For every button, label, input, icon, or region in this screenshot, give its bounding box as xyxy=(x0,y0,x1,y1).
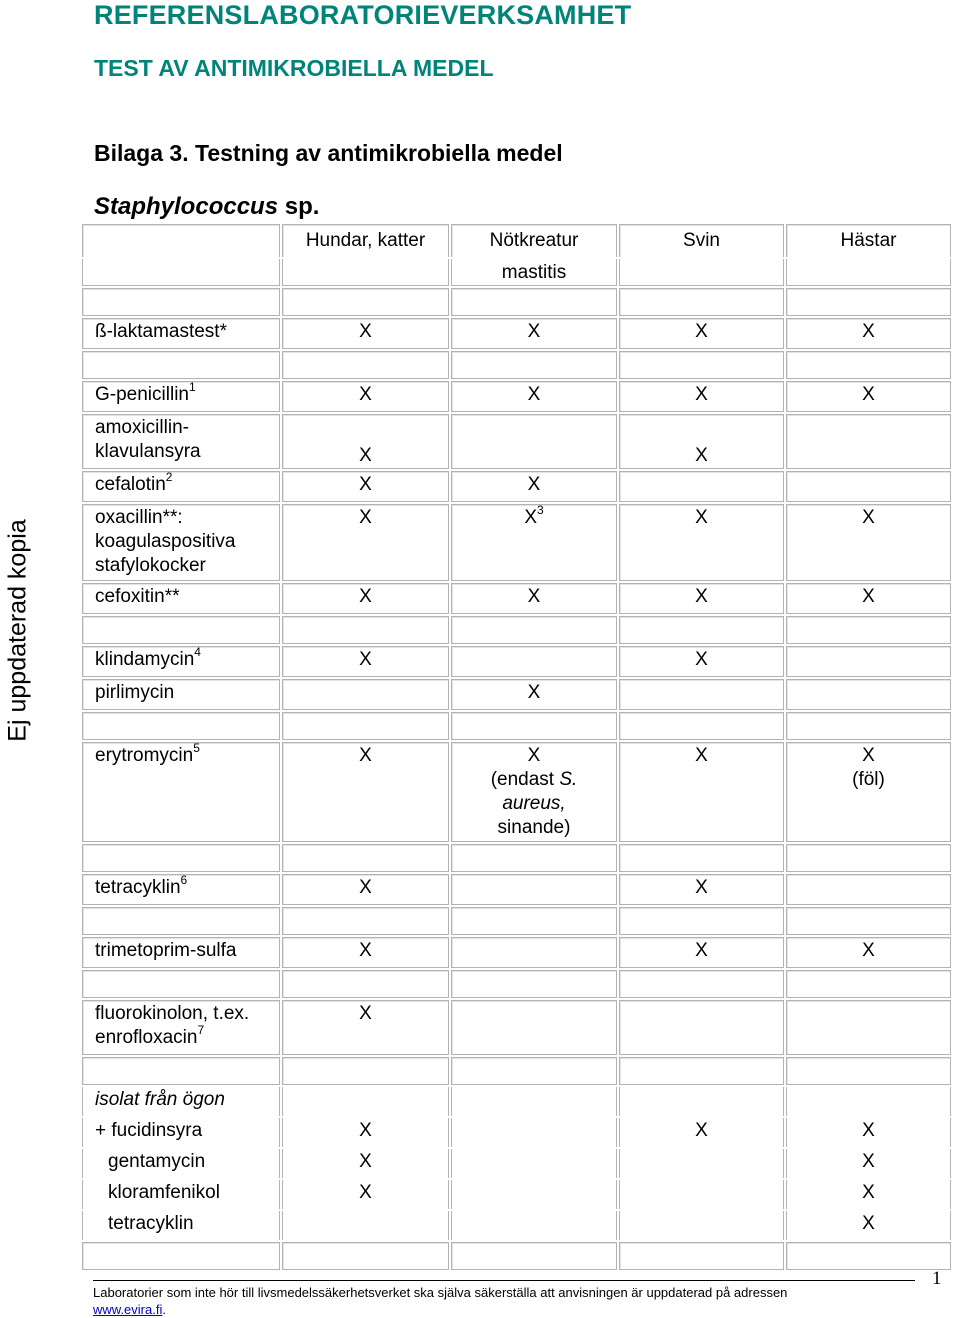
row-label: cefoxitin** xyxy=(82,583,280,614)
header-cattle-mastitis: mastitis xyxy=(451,259,617,286)
row-label: + fucidinsyra xyxy=(82,1118,280,1147)
table-row: ß-laktamastest* X X X X xyxy=(82,318,951,349)
row-label: klindamycin$^4$ xyxy=(82,646,280,677)
page-number: 1 xyxy=(932,1268,942,1289)
spacer-row xyxy=(82,1057,951,1085)
table-row: oxacillin**: koagulaspositiva stafylokocker X $X^3$ X X xyxy=(82,504,951,581)
table-row: pirlimycin X xyxy=(82,679,951,710)
row-label: kloramfenikol xyxy=(82,1180,280,1209)
organism-suffix: sp. xyxy=(278,193,320,220)
spacer-row xyxy=(82,616,951,644)
table-row: amoxicillin- klavulansyra X X xyxy=(82,414,951,469)
spacer-row xyxy=(82,712,951,740)
table-row: cefoxitin** X X X X xyxy=(82,583,951,614)
organism-heading xyxy=(94,193,319,221)
row-label: cefalotin$^2$ xyxy=(82,471,280,502)
row-label: tetracyklin xyxy=(82,1211,280,1240)
table-row: G-penicillin$^1$ X X X X xyxy=(82,381,951,412)
table-row: gentamycin X X xyxy=(82,1149,951,1178)
footer-rule xyxy=(93,1280,915,1281)
row-label: ß-laktamastest* xyxy=(82,318,280,349)
organism-genus: Staphylococcus xyxy=(94,193,279,220)
table-row: kloramfenikol X X xyxy=(82,1180,951,1209)
row-label: oxacillin**: koagulaspositiva stafylokocker xyxy=(82,504,280,581)
sidebar-watermark-text: Ej uppdaterad kopia xyxy=(3,518,32,742)
table-row: tetracyklin$^6$ X X xyxy=(82,874,951,905)
row-label: G-penicillin$^1$ xyxy=(82,381,280,412)
spacer-row xyxy=(82,1242,951,1270)
document-subtitle: TEST AV ANTIMIKROBIELLA MEDEL xyxy=(94,55,494,81)
footer-link[interactable]: www.evira.fi xyxy=(93,1302,163,1317)
table-row: trimetoprim-sulfa X X X xyxy=(82,937,951,968)
row-label: gentamycin xyxy=(82,1149,280,1178)
table-header-row xyxy=(82,224,951,257)
row-label: amoxicillin- klavulansyra xyxy=(82,414,280,469)
spacer-row xyxy=(82,288,951,316)
table-row: fluorokinolon, t.ex. enrofloxacin$^7$ X xyxy=(82,1000,951,1055)
table-row: erytromycin$^5$ X X (endast S. aureus, sinande) X X (föl) xyxy=(82,742,951,842)
row-label: isolat från ögon xyxy=(82,1087,280,1116)
table-row: + fucidinsyra X X X xyxy=(82,1118,951,1147)
header-dogs-cats: Hundar, katter xyxy=(282,224,449,257)
table-row: tetracyklin X xyxy=(82,1211,951,1240)
spacer-row xyxy=(82,844,951,872)
table-row: cefalotin$^2$ X X xyxy=(82,471,951,502)
table-row xyxy=(82,1087,951,1116)
table-header-subrow xyxy=(82,259,951,286)
spacer-row xyxy=(82,907,951,935)
section-heading: Bilaga 3. Testning av antimikrobiella medel xyxy=(94,140,563,166)
spacer-row xyxy=(82,351,951,379)
header-horses: Hästar xyxy=(786,224,951,257)
header-cattle: Nötkreatur xyxy=(451,224,617,257)
footer-note: Laboratorier som inte hör till livsmedelssäkerhetsverket ska själva säkerställa att anvisningen är uppdaterad på adressen www.evira.fi. xyxy=(93,1285,788,1317)
row-label: trimetoprim-sulfa xyxy=(82,937,280,968)
row-label: pirlimycin xyxy=(82,679,280,710)
sidebar-watermark xyxy=(0,485,36,775)
table-row: klindamycin$^4$ X X xyxy=(82,646,951,677)
spacer-row xyxy=(82,970,951,998)
row-label: tetracyklin$^6$ xyxy=(82,874,280,905)
document-title: REFERENSLABORATORIEVERKSAMHET xyxy=(94,0,632,30)
header-pigs: Svin xyxy=(619,224,784,257)
row-label: fluorokinolon, t.ex. enrofloxacin$^7$ xyxy=(82,1000,280,1055)
susceptibility-table xyxy=(80,222,953,1272)
header-cell-empty xyxy=(82,224,280,257)
row-label: erytromycin$^5$ xyxy=(82,742,280,842)
